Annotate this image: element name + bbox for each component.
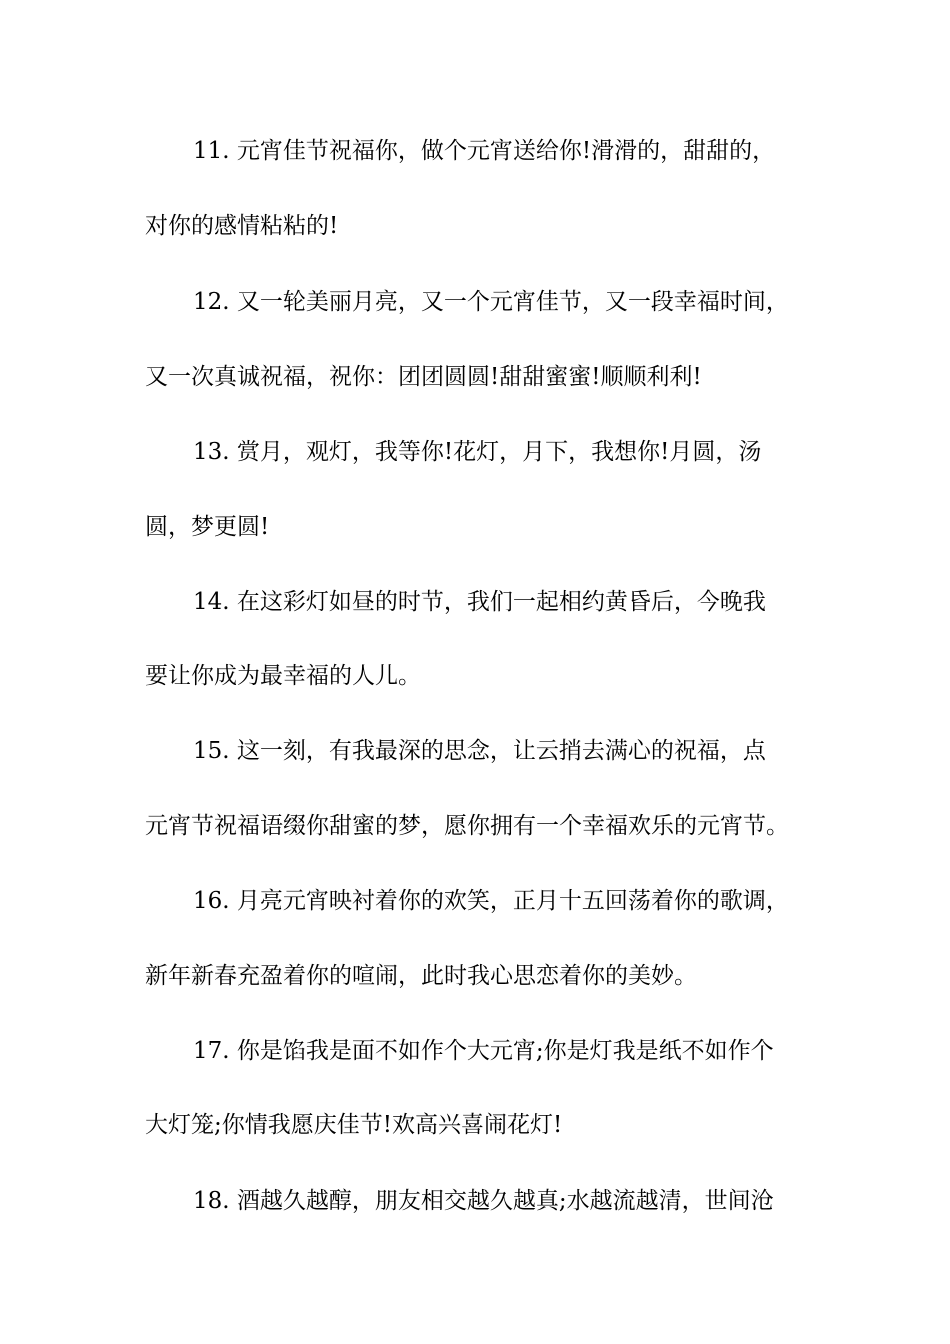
item-12-line-1: 12. 又一轮美丽月亮，又一个元宵佳节，又一段幸福时间， (193, 289, 789, 315)
item-13-line-2: 圆，梦更圆! (145, 514, 270, 540)
item-17-line-2: 大灯笼;你情我愿庆佳节!欢高兴喜闹花灯! (145, 1112, 563, 1138)
item-18-line-1: 18. 酒越久越醇，朋友相交越久越真;水越流越清，世间沧 (193, 1188, 774, 1214)
item-15-line-1: 15. 这一刻，有我最深的思念，让云捎去满心的祝福，点 (193, 738, 766, 764)
item-17-line-1: 17. 你是馅我是面不如作个大元宵;你是灯我是纸不如作个 (193, 1038, 774, 1064)
item-13-line-1: 13. 赏月，观灯，我等你!花灯，月下，我想你!月圆，汤 (193, 439, 762, 465)
item-11-line-2: 对你的感情粘粘的! (145, 213, 339, 239)
item-14-line-2: 要让你成为最幸福的人儿。 (145, 663, 421, 689)
item-16-line-1: 16. 月亮元宵映衬着你的欢笑，正月十五回荡着你的歌调， (193, 888, 789, 914)
item-16-line-2: 新年新春充盈着你的喧闹，此时我心思恋着你的美妙。 (145, 963, 697, 989)
item-11-line-1: 11. 元宵佳节祝福你，做个元宵送给你!滑滑的，甜甜的， (193, 138, 776, 164)
item-12-line-2: 又一次真诚祝福，祝你：团团圆圆!甜甜蜜蜜!顺顺利利! (145, 364, 702, 390)
item-14-line-1: 14. 在这彩灯如昼的时节，我们一起相约黄昏后，今晚我 (193, 589, 766, 615)
item-15-line-2: 元宵节祝福语缀你甜蜜的梦，愿你拥有一个幸福欢乐的元宵节。 (145, 813, 789, 839)
